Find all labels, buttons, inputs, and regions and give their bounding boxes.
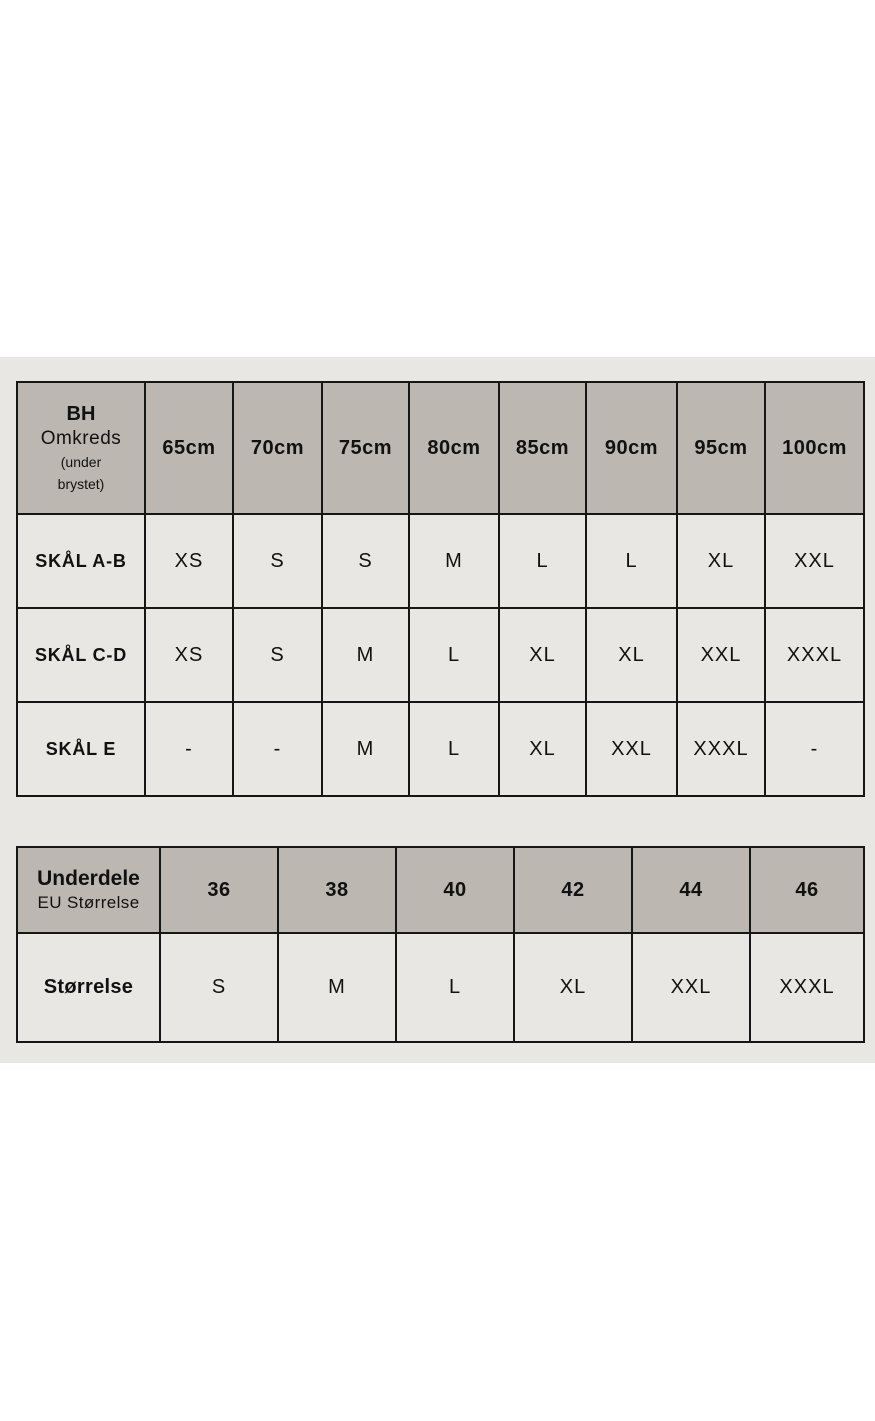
bra-column-header: 65cm	[145, 382, 233, 514]
size-cell: -	[765, 702, 864, 796]
bra-column-header: 90cm	[586, 382, 677, 514]
bra-corner-note-1: (under	[60, 453, 102, 470]
briefs-column-header: 42	[514, 847, 632, 933]
bra-row-label: SKÅL E	[17, 702, 145, 796]
size-cell: XXL	[677, 608, 765, 702]
size-cell: XL	[677, 514, 765, 608]
size-cell: L	[396, 933, 514, 1042]
bra-column-header: 85cm	[499, 382, 586, 514]
bra-corner-title: BH	[66, 402, 96, 425]
size-cell: XL	[499, 702, 586, 796]
bra-row-cup-cd	[17, 608, 864, 702]
size-cell: XS	[145, 608, 233, 702]
size-cell: XXXL	[765, 608, 864, 702]
briefs-size-table	[16, 846, 865, 1043]
size-cell: M	[322, 608, 409, 702]
bra-column-header: 80cm	[409, 382, 499, 514]
bra-row-label: SKÅL C-D	[17, 608, 145, 702]
bra-corner-note-2: brystet)	[57, 475, 105, 492]
size-cell: S	[160, 933, 278, 1042]
bra-size-table	[16, 381, 865, 797]
size-cell: S	[322, 514, 409, 608]
briefs-column-header: 44	[632, 847, 750, 933]
briefs-corner-title: Underdele	[37, 867, 140, 890]
bra-row-cup-ab	[17, 514, 864, 608]
size-cell: XS	[145, 514, 233, 608]
briefs-corner-cell	[17, 847, 160, 933]
size-cell: XL	[586, 608, 677, 702]
briefs-corner-subtitle: EU Størrelse	[37, 893, 140, 912]
briefs-row-label: Størrelse	[17, 933, 160, 1042]
size-cell: L	[409, 702, 499, 796]
size-cell: L	[499, 514, 586, 608]
bra-corner-subtitle: Omkreds	[40, 427, 122, 449]
size-chart-panel	[0, 357, 875, 1063]
briefs-column-header: 38	[278, 847, 396, 933]
bra-row-cup-e	[17, 702, 864, 796]
size-cell: XXL	[586, 702, 677, 796]
briefs-column-header: 40	[396, 847, 514, 933]
size-cell: M	[322, 702, 409, 796]
size-cell: L	[586, 514, 677, 608]
size-cell: XXXL	[677, 702, 765, 796]
bra-column-header: 70cm	[233, 382, 322, 514]
size-cell: XXXL	[750, 933, 864, 1042]
size-cell: L	[409, 608, 499, 702]
size-cell: -	[145, 702, 233, 796]
size-cell: XL	[514, 933, 632, 1042]
bra-header-row	[17, 382, 864, 514]
size-cell: S	[233, 514, 322, 608]
briefs-column-header: 46	[750, 847, 864, 933]
size-cell: M	[278, 933, 396, 1042]
bra-column-header: 100cm	[765, 382, 864, 514]
size-cell: -	[233, 702, 322, 796]
bra-row-label: SKÅL A-B	[17, 514, 145, 608]
size-cell: XL	[499, 608, 586, 702]
size-cell: M	[409, 514, 499, 608]
briefs-row-size	[17, 933, 864, 1042]
briefs-header-row	[17, 847, 864, 933]
briefs-column-header: 36	[160, 847, 278, 933]
size-cell: XXL	[632, 933, 750, 1042]
bra-corner-cell	[17, 382, 145, 514]
bra-column-header: 75cm	[322, 382, 409, 514]
size-cell: S	[233, 608, 322, 702]
size-cell: XXL	[765, 514, 864, 608]
bra-column-header: 95cm	[677, 382, 765, 514]
